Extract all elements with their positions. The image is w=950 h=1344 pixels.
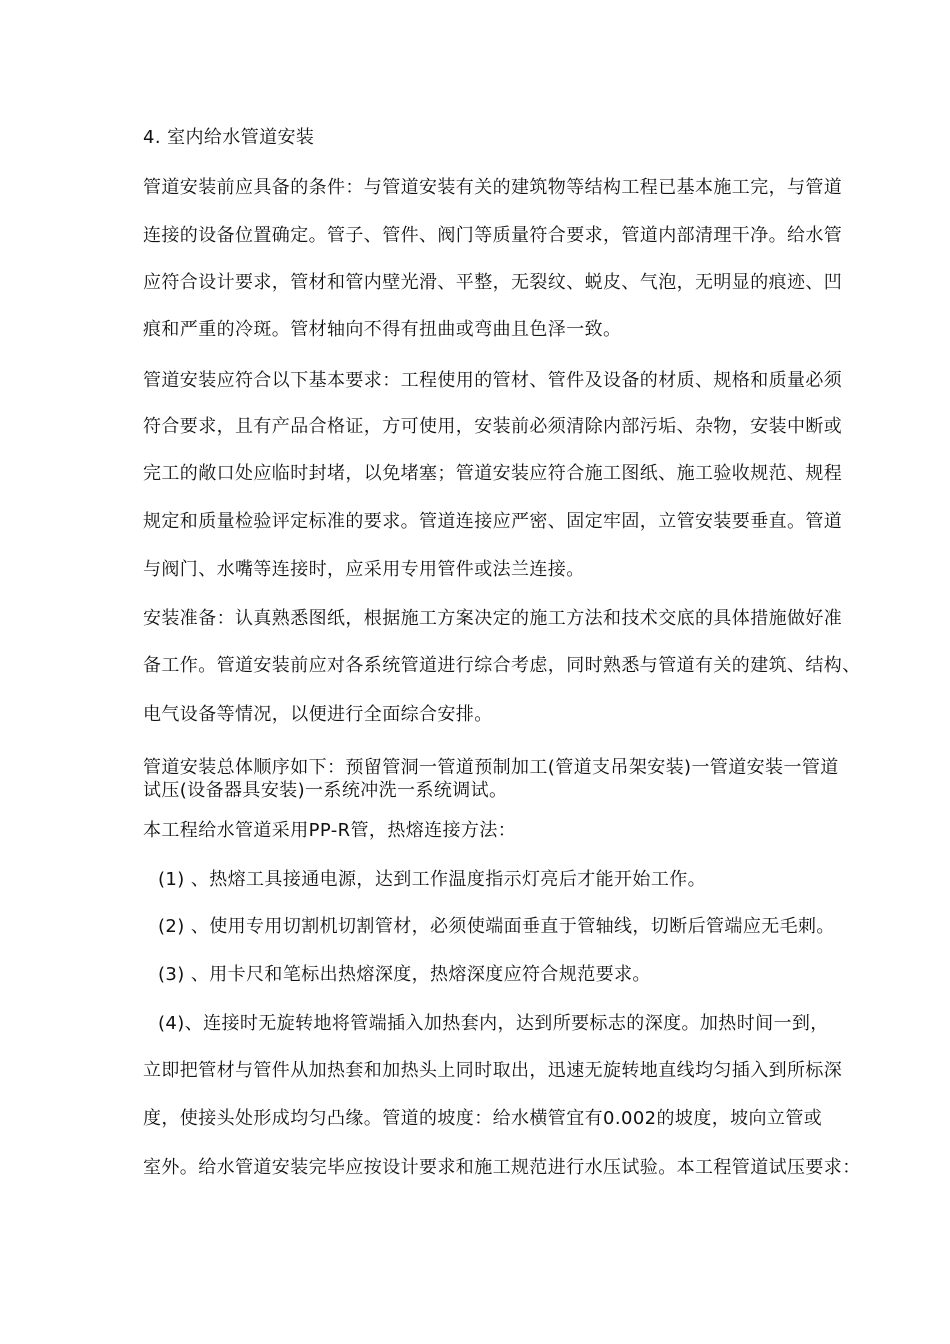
- list-item: (2) 、使用专用切割机切割管材，必须使端面垂直于管轴线，切断后管端应无毛刺。: [158, 916, 835, 937]
- paragraph-line: 试压(设备器具安装)一系统冲洗一系统调试。: [143, 780, 508, 801]
- paragraph-line: 室外。给水管道安装完毕应按设计要求和施工规范进行水压试验。本工程管道试压要求：: [143, 1157, 861, 1178]
- paragraph-line: 安装准备：认真熟悉图纸，根据施工方案决定的施工方法和技术交底的具体措施做好准: [143, 608, 843, 629]
- paragraph-line: 连接的设备位置确定。管子、管件、阀门等质量符合要求，管道内部清理干净。给水管: [143, 225, 843, 246]
- paragraph-line: 度，使接头处形成均匀凸缘。管道的坡度：给水横管宜有0.002的坡度，坡向立管或: [143, 1108, 823, 1129]
- paragraph-line: 规定和质量检验评定标准的要求。管道连接应严密、固定牢固，立管安装要垂直。管道: [143, 511, 843, 532]
- list-item: (3) 、用卡尺和笔标出热熔深度，热熔深度应符合规范要求。: [158, 964, 651, 985]
- paragraph-line: 与阀门、水嘴等连接时，应采用专用管件或法兰连接。: [143, 559, 585, 580]
- paragraph-line: 符合要求，且有产品合格证，方可使用，安装前必须清除内部污垢、杂物，安装中断或: [143, 416, 843, 437]
- paragraph-line: 本工程给水管道采用PP-R管，热熔连接方法：: [143, 820, 517, 841]
- paragraph-line: 备工作。管道安装前应对各系统管道进行综合考虑，同时熟悉与管道有关的建筑、结构、: [143, 655, 861, 676]
- paragraph-line: 痕和严重的冷斑。管材轴向不得有扭曲或弯曲且色泽一致。: [143, 319, 622, 340]
- paragraph-line: 立即把管材与管件从加热套和加热头上同时取出，迅速无旋转地直线均匀插入到所标深: [143, 1060, 843, 1081]
- paragraph-line: 管道安装前应具备的条件：与管道安装有关的建筑物等结构工程已基本施工完，与管道: [143, 177, 843, 198]
- list-item: (4)、连接时无旋转地将管端插入加热套内，达到所要标志的深度。加热时间一到，: [158, 1013, 829, 1034]
- paragraph-line: 管道安装总体顺序如下：预留管洞一管道预制加工(管道支吊架安装)一管道安装一管道: [143, 757, 839, 778]
- paragraph-line: 完工的敞口处应临时封堵，以免堵塞；管道安装应符合施工图纸、施工验收规范、规程: [143, 463, 843, 484]
- paragraph-line: 电气设备等情况，以便进行全面综合安排。: [143, 704, 493, 725]
- paragraph-line: 管道安装应符合以下基本要求：工程使用的管材、管件及设备的材质、规格和质量必须: [143, 370, 843, 391]
- paragraph-line: 应符合设计要求，管材和管内壁光滑、平整，无裂纹、蜕皮、气泡，无明显的痕迹、凹: [143, 272, 843, 293]
- list-item: (1) 、热熔工具接通电源，达到工作温度指示灯亮后才能开始工作。: [158, 869, 707, 890]
- section-heading: 4. 室内给水管道安装: [143, 127, 315, 148]
